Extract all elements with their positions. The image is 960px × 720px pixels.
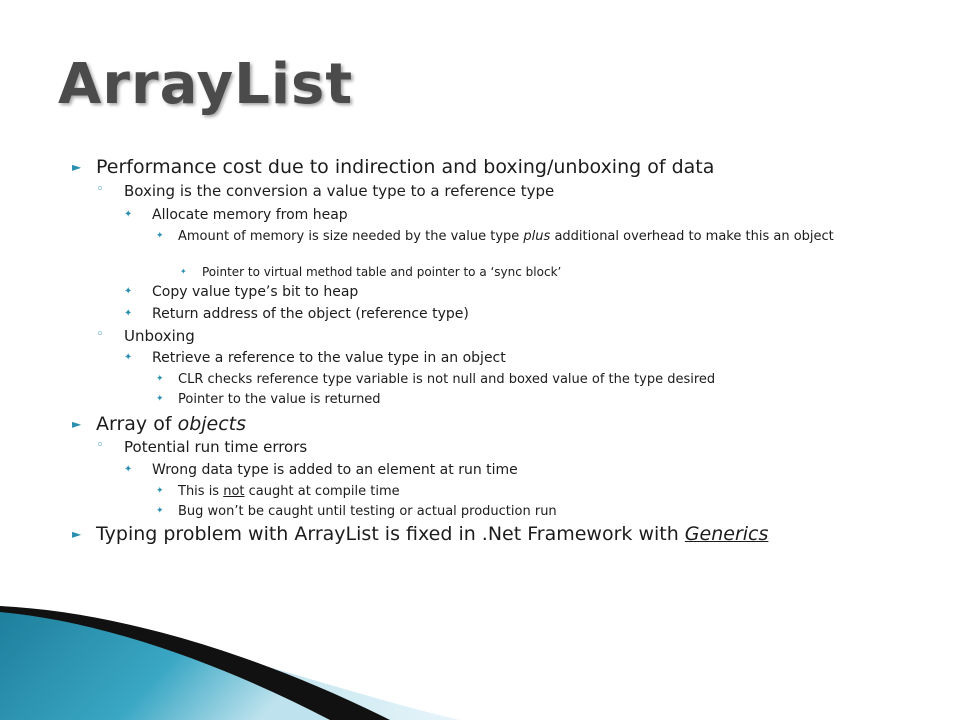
star-bullet-icon: ✦ (124, 464, 133, 475)
bullet-text: Performance cost due to indirection and boxing/unboxing of data (96, 156, 715, 178)
bullet-performance-cost (72, 156, 714, 178)
bullet-text: Wrong data type is added to an element at run time (152, 462, 518, 478)
bullet-array-of-objects (72, 413, 246, 435)
bullet-retrieve-reference (124, 350, 506, 366)
arrow-bullet-icon: ► (72, 417, 82, 431)
bullet-text: Retrieve a reference to the value type in an object (152, 350, 506, 366)
circle-bullet-icon: ◦ (96, 438, 104, 453)
bullet-boxing-definition (96, 182, 554, 200)
star-bullet-icon: ✦ (156, 231, 164, 241)
bullet-amount-of-memory (156, 229, 878, 244)
star-bullet-icon: ✦ (124, 286, 133, 297)
bullet-allocate-memory (124, 207, 348, 223)
bullet-text: Amount of memory is size needed by the value type plus additional overhead to make this an object (178, 229, 834, 244)
bullet-text: Return address of the object (reference type) (152, 306, 469, 322)
bullet-unboxing (96, 327, 195, 345)
circle-bullet-icon: ◦ (96, 182, 104, 197)
bullet-text: CLR checks reference type variable is not null and boxed value of the type desired (178, 372, 716, 387)
bullet-runtime-errors (96, 438, 307, 456)
bullet-text: Potential run time errors (124, 438, 308, 456)
bullet-text: Typing problem with ArrayList is fixed in .Net Framework with Generics (96, 523, 769, 545)
bullet-typing-problem (72, 523, 768, 545)
circle-bullet-icon: ◦ (96, 327, 104, 342)
bullet-text: Allocate memory from heap (152, 207, 348, 223)
bullet-text: Boxing is the conversion a value type to a reference type (124, 182, 555, 200)
arrow-bullet-icon: ► (72, 160, 82, 174)
bullet-text: Pointer to virtual method table and pointer to a ‘sync block’ (202, 265, 562, 279)
bullet-text: Bug won’t be caught until testing or actual production run (178, 504, 557, 519)
slide-title: ArrayList (58, 52, 354, 117)
bullet-text: This is not caught at compile time (178, 484, 400, 499)
star-bullet-icon: ✦ (124, 352, 133, 363)
bullet-text: Unboxing (124, 327, 195, 345)
bullet-text: Array of objects (96, 413, 247, 435)
bullet-pointer-to-vmt (180, 265, 561, 279)
star-bullet-icon: ✦ (156, 374, 164, 384)
star-bullet-icon: ✦ (156, 486, 164, 496)
star-bullet-icon: ✦ (124, 209, 133, 220)
star-bullet-icon: ✦ (156, 506, 164, 516)
bullet-wrong-data-type (124, 462, 518, 478)
bullet-return-address (124, 306, 469, 322)
bullet-copy-value (124, 284, 358, 300)
bullet-text: Pointer to the value is returned (178, 392, 381, 407)
star-bullet-icon: ✦ (124, 308, 133, 319)
bullet-bug-not-caught (156, 504, 557, 519)
arrow-bullet-icon: ► (72, 527, 82, 541)
generics-link[interactable]: Generics (684, 523, 769, 545)
bullet-clr-checks (156, 372, 715, 387)
bullet-pointer-returned (156, 392, 381, 407)
star-bullet-icon: ✦ (156, 394, 164, 404)
star-bullet-icon: ✦ (180, 267, 187, 276)
bullet-not-caught (156, 484, 400, 499)
bullet-text: Copy value type’s bit to heap (152, 284, 359, 300)
